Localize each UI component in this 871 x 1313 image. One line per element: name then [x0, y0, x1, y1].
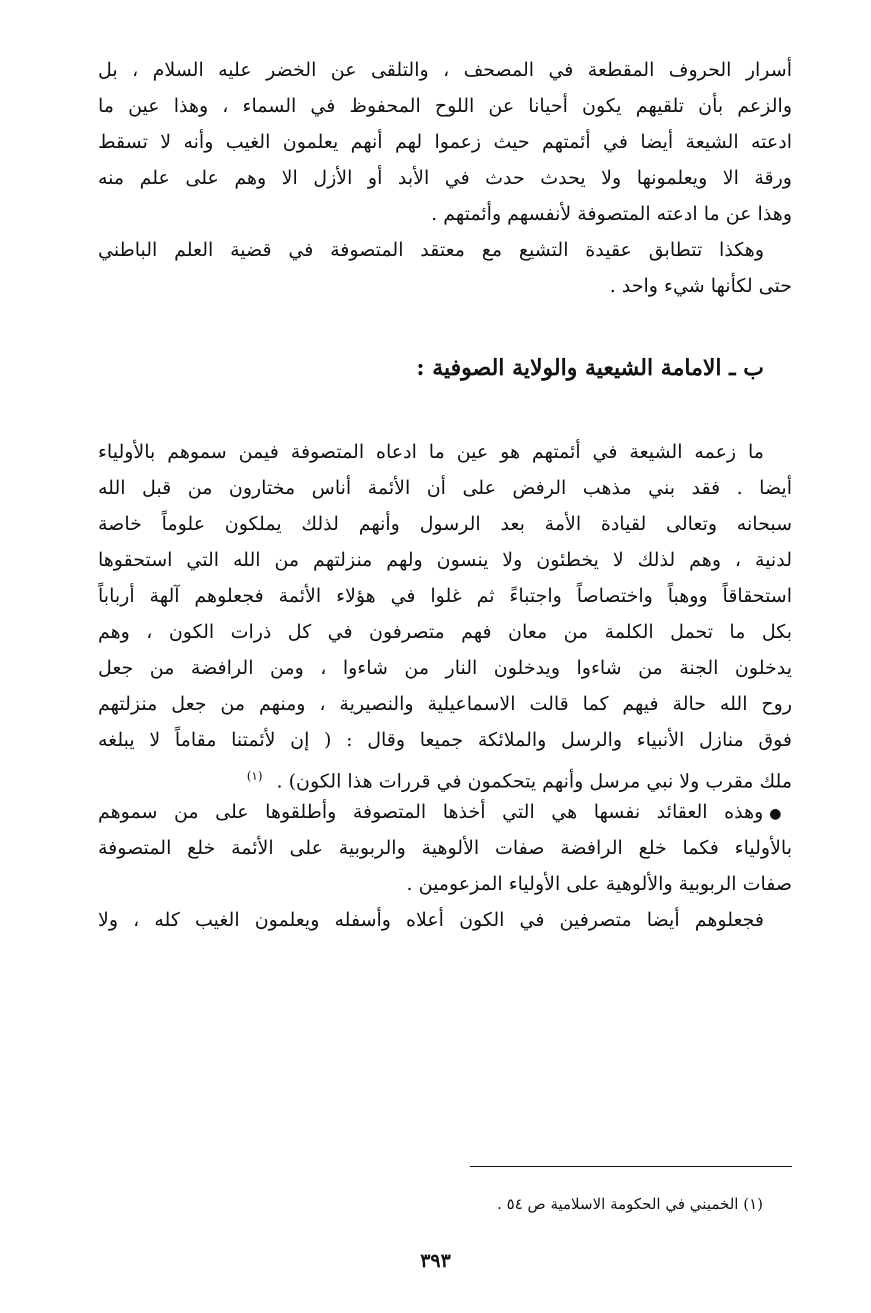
text-line: فوق منازل الأنبياء والرسل والملائكة جميعا وقال : ( إن لأئمتنا مقاماً لا يبلغه	[98, 729, 792, 751]
text-line: صفات الربوبية والألوهية على الأولياء المزعومين .	[406, 873, 792, 895]
text-line: حتى لكأنها شيء واحد .	[609, 275, 792, 297]
text-line: وهكذا تتطابق عقيدة التشيع مع معتقد المتصوفة في قضية العلم الباطني	[98, 239, 764, 261]
closing-paragraph	[98, 902, 792, 938]
paragraph-two	[98, 232, 792, 304]
text-line: لدنية ، وهم لذلك لا يخطئون ولا ينسون ولهم منزلتهم من الله التي استحقوها	[98, 549, 792, 571]
section-heading: ب ـ الامامة الشيعية والولاية الصوفية :	[416, 355, 764, 381]
footnote-reference: (١)	[246, 769, 263, 783]
page-number: ٣٩٣	[420, 1250, 451, 1272]
section-paragraph	[98, 434, 792, 794]
bullet-icon: ●	[769, 806, 792, 822]
quote-end-text: ملك مقرب ولا نبي مرسل وأنهم يتحكمون في قررات هذا الكون) .	[276, 770, 792, 793]
paragraph-one	[98, 52, 792, 232]
text-line: ادعته الشيعة أيضا في أئمتهم حيث زعموا لهم أنهم يعلمون الغيب وأنه لا تسقط	[98, 131, 792, 153]
text-line: أيضا . فقد بني مذهب الرفض على أن الأئمة أناس مختارون من قبل الله	[98, 477, 792, 499]
text-line: فجعلوهم أيضا متصرفين في الكون أعلاه وأسفله ويعلمون الغيب كله ، ولا	[98, 909, 764, 931]
text-line: بالأولياء فكما خلع الرافضة صفات الألوهية والربوبية على الأئمة خلع المتصوفة	[98, 837, 792, 859]
text-line: بكل ما تحمل الكلمة من معان فهم متصرفون في كل ذرات الكون ، وهم	[98, 621, 792, 643]
text-line-with-footnote	[98, 758, 792, 794]
bullet-paragraph	[98, 794, 792, 902]
text-line: أسرار الحروف المقطعة في المصحف ، والتلقى عن الخضر عليه السلام ، بل	[98, 59, 792, 81]
footnote-divider	[470, 1166, 792, 1167]
text-line: روح الله حالة فيهم كما قالت الاسماعيلية والنصيرية ، ومنهم من جعل منزلتهم	[98, 693, 792, 715]
page-body	[98, 52, 792, 938]
text-line: يدخلون الجنة من شاءوا ويدخلون النار من شاءوا ، ومن الرافضة من جعل	[98, 657, 792, 679]
text-line: سبحانه وتعالى لقيادة الأمة بعد الرسول وأنهم لذلك يملكون علوماً خاصة	[98, 513, 792, 535]
text-line: ورقة الا ويعلمونها ولا يحدث حدث في الأبد أو الأزل الا وهم على علم منه	[98, 167, 792, 189]
text-line: ما زعمه الشيعة في أئمتهم هو عين ما ادعاه المتصوفة فيمن سموهم بالأولياء	[98, 441, 764, 463]
footnote: (١) الخميني في الحكومة الاسلامية ص ٥٤ .	[497, 1195, 763, 1213]
text-line: وهذا عن ما ادعته المتصوفة لأنفسهم وأئمتهم .	[431, 203, 792, 225]
bullet-text: وهذه العقائد نفسها هي التي أخذها المتصوفة وأطلقوها على من سموهم	[98, 801, 764, 823]
text-line: والزعم بأن تلقيهم يكون أحيانا عن اللوح المحفوظ في السماء ، وهذا عين ما	[98, 95, 792, 117]
text-line-bullet	[98, 794, 792, 830]
text-line: استحقاقاً ووهباً واختصاصاً واجتباءً ثم غلوا في هؤلاء الأئمة فجعلوهم آلهة أرباباً	[98, 585, 792, 607]
